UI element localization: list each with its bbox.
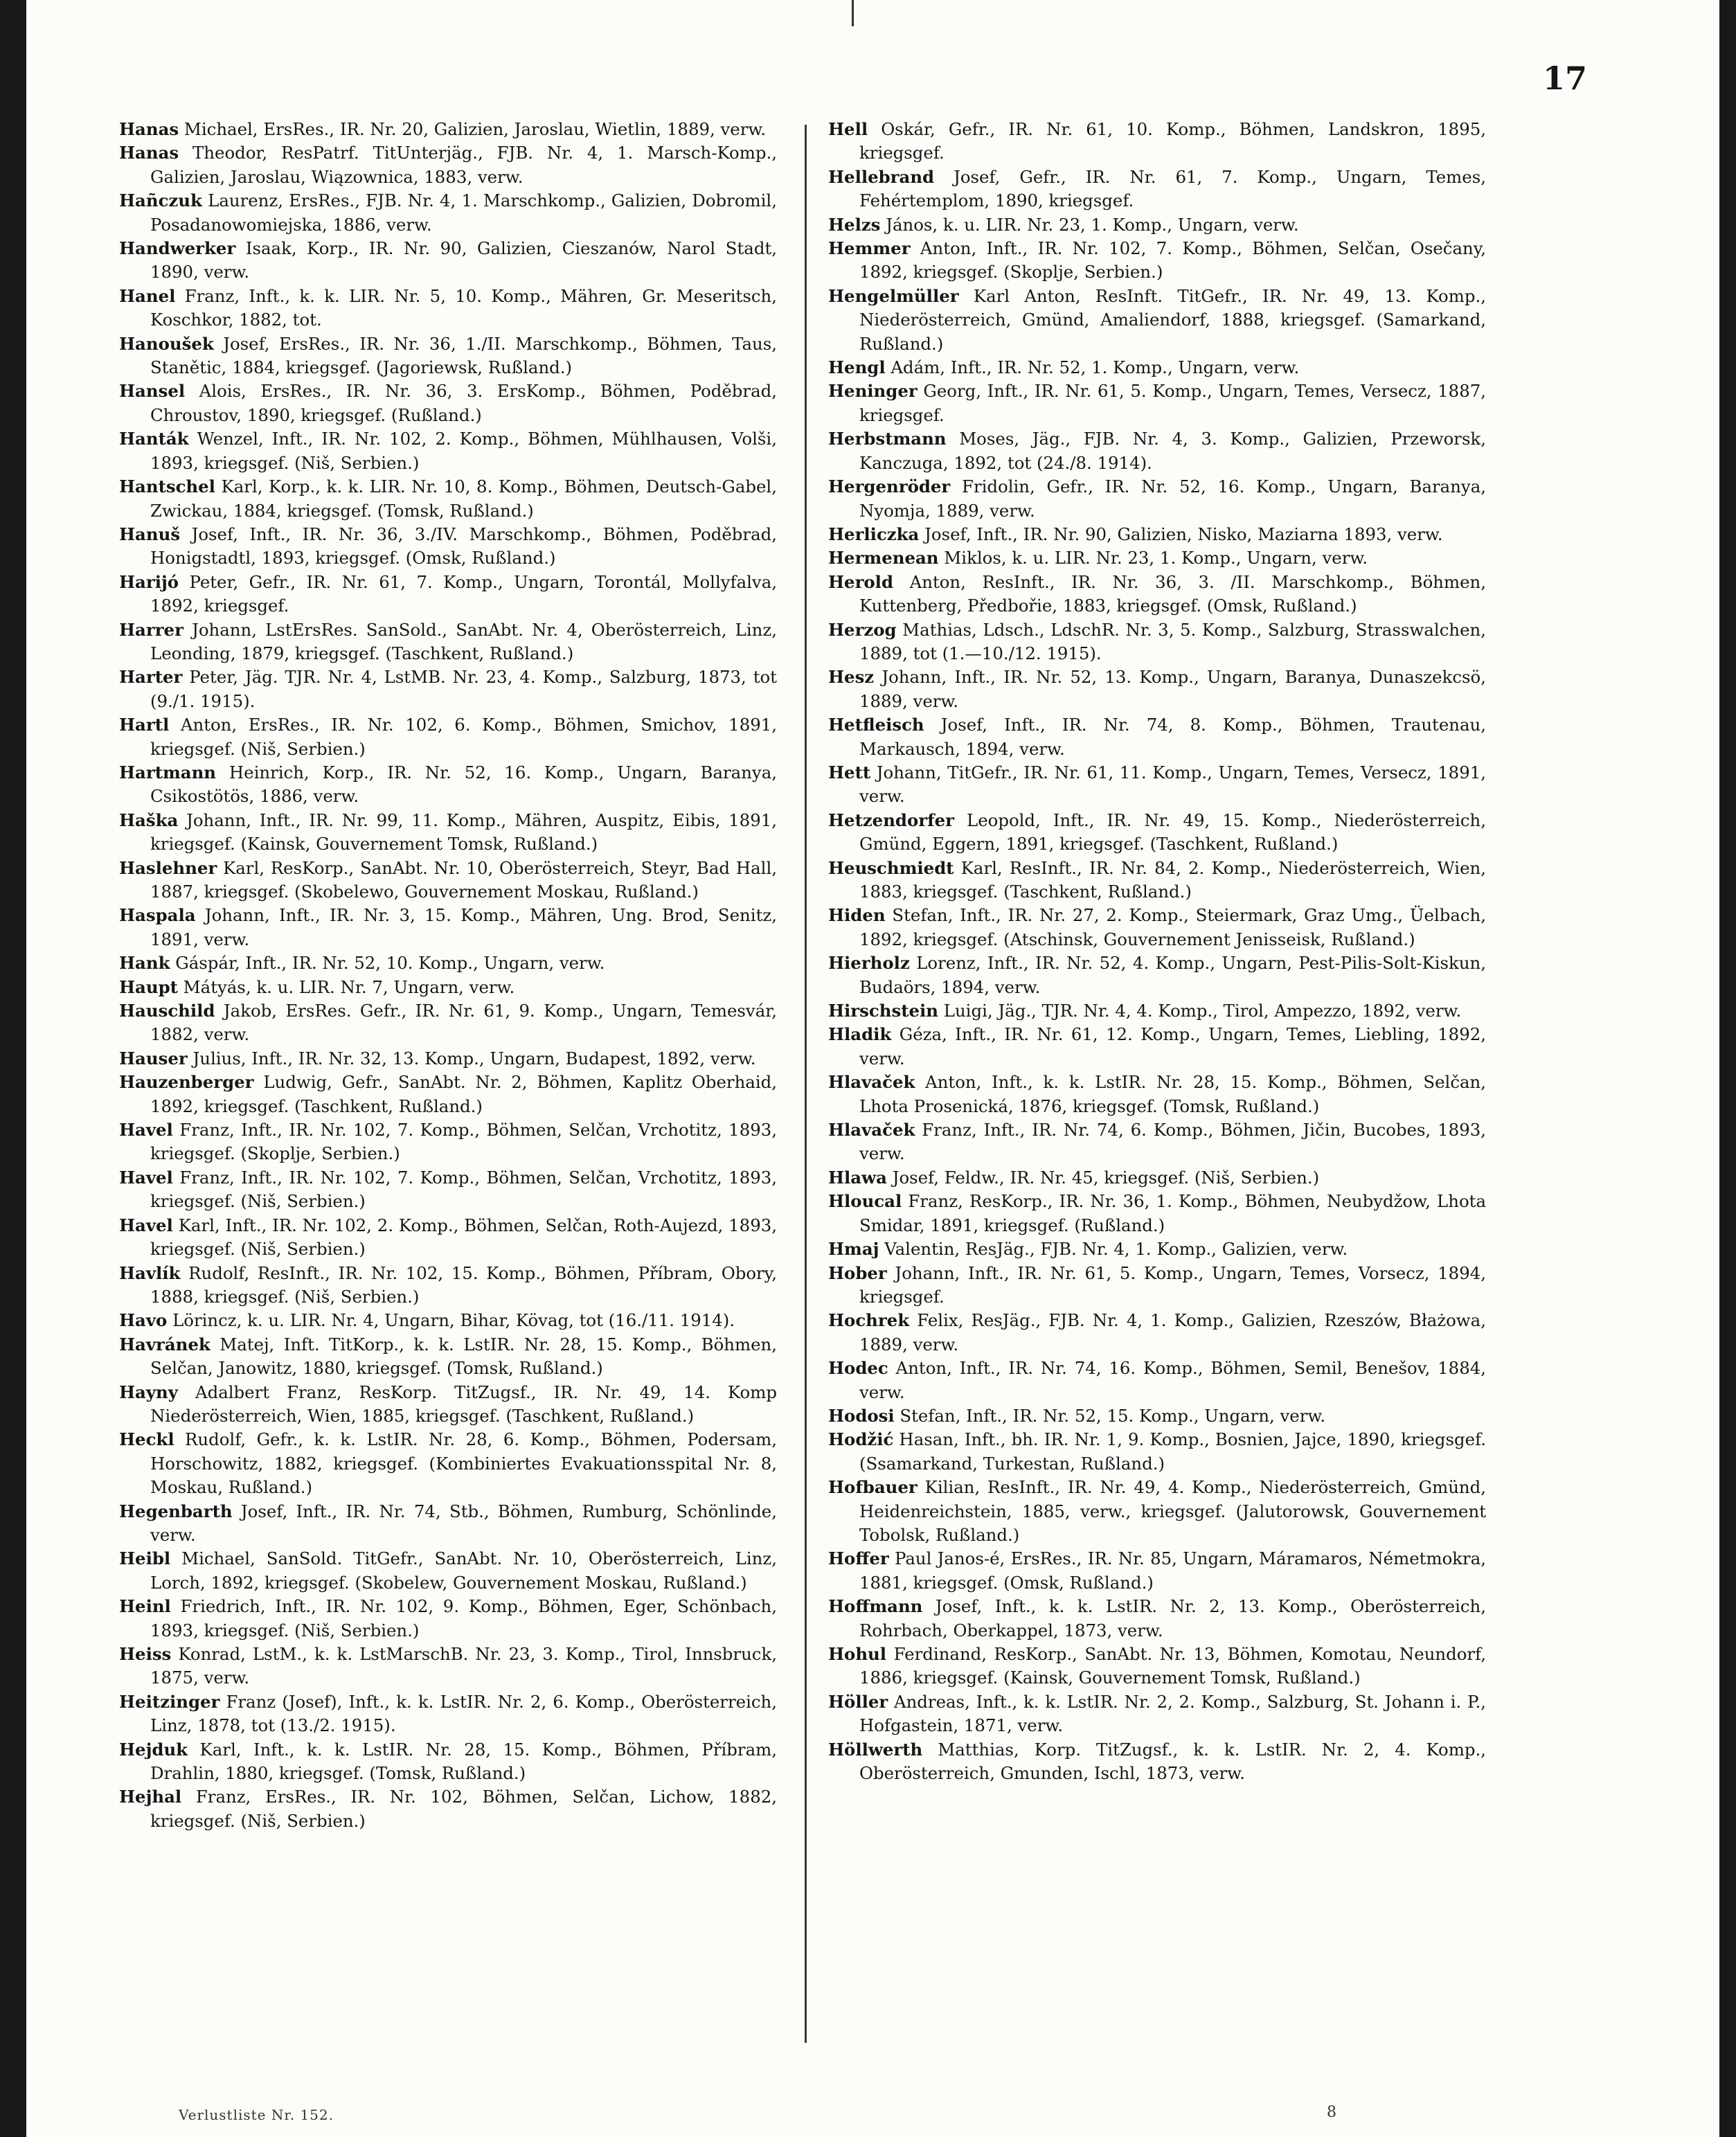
entry-details: Lörincz, k. u. LIR. Nr. 4, Ungarn, Bihar, Kövag, tot (16./11. 1914).	[172, 1310, 735, 1331]
entry-details: Lorenz, Inft., IR. Nr. 52, 4. Komp., Ungarn, Pest-Pilis-Solt-Kiskun, Budaörs, 1894, verw.	[859, 953, 1486, 997]
entry-surname: Harijó	[119, 571, 179, 592]
list-entry	[119, 1785, 777, 1833]
entry-details: Georg, Inft., IR. Nr. 61, 5. Komp., Ungarn, Temes, Versecz, 1887, kriegsgef.	[859, 381, 1486, 425]
entry-details: Peter, Gefr., IR. Nr. 61, 7. Komp., Ungarn, Torontál, Mollyfalva, 1892, kriegsgef.	[150, 571, 777, 616]
entry-surname: Harrer	[119, 619, 184, 640]
entry-surname: Hanel	[119, 285, 176, 306]
entry-details: Andreas, Inft., k. k. LstIR. Nr. 2, 2. Komp., Salzburg, St. Johann i. P., Hofgastein, 1871, verw.	[859, 1691, 1486, 1736]
scan-top-mark	[852, 0, 854, 26]
entry-surname: Hengelmüller	[828, 285, 959, 306]
list-entry	[828, 713, 1486, 761]
entry-details: Stefan, Inft., IR. Nr. 52, 15. Komp., Ungarn, verw.	[900, 1405, 1326, 1426]
entry-details: Anton, Inft., IR. Nr. 102, 7. Komp., Böhmen, Selčan, Osečany, 1892, kriegsgef. (Skoplje, Serbien.)	[859, 238, 1486, 283]
list-entry	[119, 1214, 777, 1262]
list-entry	[828, 1428, 1486, 1476]
entry-details: Luigi, Jäg., TJR. Nr. 4, 4. Komp., Tirol, Ampezzo, 1892, verw.	[943, 1001, 1462, 1021]
footer-issue: Verlustliste Nr. 152.	[179, 2107, 334, 2123]
list-entry	[828, 427, 1486, 475]
entry-surname: Höller	[828, 1691, 888, 1712]
entry-surname: Hergenröder	[828, 476, 951, 497]
list-entry	[828, 1309, 1486, 1357]
entry-details: Johann, Inft., IR. Nr. 3, 15. Komp., Mähren, Ung. Brod, Senitz, 1891, verw.	[150, 905, 777, 949]
entry-details: Fridolin, Gefr., IR. Nr. 52, 16. Komp., Ungarn, Baranya, Nyomja, 1889, verw.	[859, 476, 1486, 521]
entry-surname: Hladik	[828, 1024, 892, 1045]
list-entry	[119, 427, 777, 475]
list-entry	[119, 1643, 777, 1690]
entry-details: Rudolf, ResInft., IR. Nr. 102, 15. Komp., Böhmen, Příbram, Obory, 1888, kriegsgef. (Niš, Serbien.)	[150, 1262, 777, 1307]
entry-details: Leopold, Inft., IR. Nr. 49, 15. Komp., Niederösterreich, Gmünd, Eggern, 1891, kriegsgef. (Taschkent, Rußland.)	[859, 810, 1486, 855]
list-entry	[828, 118, 1486, 166]
entry-surname: Heckl	[119, 1429, 175, 1450]
entry-details: Johann, Inft., IR. Nr. 99, 11. Komp., Mähren, Auspitz, Eibis, 1891, kriegsgef. (Kainsk, Gouvernement Tomsk, Rußland.)	[150, 810, 777, 855]
entry-surname: Hanas	[119, 119, 179, 139]
list-entry	[828, 213, 1486, 237]
entry-details: Matej, Inft. TitKorp., k. k. LstIR. Nr. 28, 15. Komp., Böhmen, Selčan, Janowitz, 1880, kriegsgef. (Tomsk, Rußland.)	[150, 1334, 777, 1379]
entry-surname: Herold	[828, 571, 894, 592]
entry-details: Ludwig, Gefr., SanAbt. Nr. 2, Böhmen, Kaplitz Oberhaid, 1892, kriegsgef. (Taschkent, Rußland.)	[150, 1072, 777, 1116]
entry-details: Mátyás, k. u. LIR. Nr. 7, Ungarn, verw.	[183, 976, 515, 997]
list-entry	[828, 1643, 1486, 1690]
list-entry	[119, 1166, 777, 1214]
list-entry	[828, 857, 1486, 904]
entry-details: Franz, Inft., IR. Nr. 74, 6. Komp., Böhmen, Jičin, Bucobes, 1893, verw.	[859, 1120, 1486, 1164]
entry-details: Kilian, ResInft., IR. Nr. 49, 4. Komp., Niederösterreich, Gmünd, Heidenreichstein, 1885, verw., kriegsgef. (Jalutorowsk, Gouvernement Tobolsk, Rußland.)	[859, 1477, 1486, 1545]
list-entry	[119, 1262, 777, 1309]
entry-details: Josef, Inft., k. k. LstIR. Nr. 2, 13. Komp., Oberösterreich, Rohrbach, Oberkappel, 1873, verw.	[859, 1596, 1486, 1640]
entry-details: Konrad, LstM., k. k. LstMarschB. Nr. 23, 3. Komp., Tirol, Innsbruck, 1875, verw.	[150, 1644, 777, 1688]
list-entry	[119, 951, 777, 975]
entry-surname: Hanuš	[119, 524, 181, 544]
list-entry	[828, 1595, 1486, 1643]
entry-surname: Herbstmann	[828, 429, 947, 449]
entry-surname: Hantschel	[119, 476, 215, 497]
list-entry	[119, 189, 777, 237]
list-entry	[119, 1333, 777, 1381]
entry-details: Karl, Korp., k. k. LIR. Nr. 10, 8. Komp., Böhmen, Deutsch-Gabel, Zwickau, 1884, kriegsgef. (Tomsk, Rußland.)	[150, 476, 777, 521]
entry-details: Miklos, k. u. LIR. Nr. 23, 1. Komp., Ungarn, verw.	[944, 548, 1368, 569]
entry-surname: Hauschild	[119, 1001, 215, 1021]
entry-surname: Hauser	[119, 1048, 188, 1068]
entry-details: Karl, ResInft., IR. Nr. 84, 2. Komp., Niederösterreich, Wien, 1883, kriegsgef. (Taschkent, Rußland.)	[859, 857, 1486, 902]
entry-surname: Hlawa	[828, 1167, 887, 1188]
entry-details: Matthias, Korp. TitZugsf., k. k. LstIR. Nr. 2, 4. Komp., Oberösterreich, Gmunden, Ischl, 1873, verw.	[859, 1739, 1486, 1784]
entry-details: Franz, ResKorp., IR. Nr. 36, 1. Komp., Böhmen, Neubydžow, Lhota Smidar, 1891, kriegsgef. (Rußland.)	[859, 1191, 1486, 1235]
footer-signature-mark: 8	[1327, 2104, 1336, 2121]
entry-surname: Hemmer	[828, 238, 911, 259]
list-entry	[828, 618, 1486, 666]
list-entry	[828, 1023, 1486, 1071]
list-entry	[828, 1118, 1486, 1166]
list-entry	[828, 951, 1486, 999]
entry-details: Hasan, Inft., bh. IR. Nr. 1, 9. Komp., Bosnien, Jajce, 1890, kriegsgef. (Ssamarkand, Turkestan, Rußland.)	[859, 1429, 1486, 1474]
entry-surname: Helzs	[828, 214, 881, 235]
list-entry	[828, 665, 1486, 713]
entry-surname: Hirschstein	[828, 1001, 938, 1021]
entry-details: Peter, Jäg. TJR. Nr. 4, LstMB. Nr. 23, 4. Komp., Salzburg, 1873, tot (9./1. 1915).	[150, 667, 777, 711]
entry-surname: Heibl	[119, 1548, 171, 1569]
list-entry	[828, 761, 1486, 809]
entry-surname: Havel	[119, 1215, 173, 1235]
entry-details: Josef, Inft., IR. Nr. 90, Galizien, Nisko, Maziarna 1893, verw.	[924, 524, 1443, 544]
entry-details: Isaak, Korp., IR. Nr. 90, Galizien, Cieszanów, Narol Stadt, 1890, verw.	[150, 238, 777, 283]
list-entry	[828, 379, 1486, 427]
entry-surname: Hmaj	[828, 1239, 879, 1260]
entry-surname: Havránek	[119, 1334, 211, 1354]
entry-surname: Hochrek	[828, 1310, 910, 1331]
entry-details: Anton, ErsRes., IR. Nr. 102, 6. Komp., Böhmen, Smichov, 1891, kriegsgef. (Niš, Serbien.)	[150, 715, 777, 759]
entry-details: Stefan, Inft., IR. Nr. 27, 2. Komp., Steiermark, Graz Umg., Üelbach, 1892, kriegsgef. (Atschinsk, Gouvernement Jenisseisk, Rußland.)	[859, 905, 1486, 949]
scan-right-edge	[1719, 0, 1736, 2137]
list-entry	[828, 285, 1486, 356]
right-column	[828, 118, 1486, 1785]
entry-details: Heinrich, Korp., IR. Nr. 52, 16. Komp., Ungarn, Baranya, Csikostötös, 1886, verw.	[150, 762, 777, 807]
entry-surname: Harter	[119, 667, 183, 688]
entry-details: Rudolf, Gefr., k. k. LstIR. Nr. 28, 6. Komp., Böhmen, Podersam, Horschowitz, 1882, kriegsgef. (Kombiniertes Evakuationsspital Nr. 8, Moskau, Rußland.)	[150, 1429, 777, 1498]
entry-surname: Hermenean	[828, 548, 939, 569]
list-entry	[119, 118, 777, 141]
entry-surname: Handwerker	[119, 238, 236, 259]
entry-surname: Hlavaček	[828, 1120, 915, 1141]
entry-details: Anton, ResInft., IR. Nr. 36, 3. /II. Marschkomp., Böhmen, Kuttenberg, Předbořie, 1883, kriegsgef. (Omsk, Rußland.)	[859, 571, 1486, 616]
entry-details: Josef, Inft., IR. Nr. 36, 3./IV. Marschkomp., Böhmen, Poděbrad, Honigstadtl, 1893, kriegsgef. (Omsk, Rußland.)	[150, 524, 777, 569]
entry-surname: Hanas	[119, 143, 179, 163]
entry-surname: Hesz	[828, 667, 875, 688]
entry-details: Gáspár, Inft., IR. Nr. 52, 10. Komp., Ungarn, verw.	[175, 953, 605, 974]
list-entry	[828, 809, 1486, 857]
list-entry	[828, 904, 1486, 951]
list-entry	[828, 1166, 1486, 1190]
list-entry	[119, 332, 777, 380]
entry-details: Franz, Inft., IR. Nr. 102, 7. Komp., Böhmen, Selčan, Vrchotitz, 1893, kriegsgef. (Niš, Serbien.)	[150, 1167, 777, 1212]
entry-surname: Heninger	[828, 381, 918, 402]
entry-details: Josef, Inft., IR. Nr. 74, 8. Komp., Böhmen, Trautenau, Markausch, 1894, verw.	[859, 715, 1486, 759]
entry-surname: Hengl	[828, 357, 886, 378]
entry-details: Géza, Inft., IR. Nr. 61, 12. Komp., Ungarn, Temes, Liebling, 1892, verw.	[859, 1024, 1486, 1068]
list-entry	[119, 761, 777, 809]
entry-surname: Hiden	[828, 905, 886, 926]
entry-details: Franz (Josef), Inft., k. k. LstIR. Nr. 2, 6. Komp., Oberösterreich, Linz, 1878, tot (13./2. 1915).	[150, 1691, 777, 1736]
entry-details: Karl, Inft., k. k. LstIR. Nr. 28, 15. Komp., Böhmen, Příbram, Drahlin, 1880, kriegsgef. (Tomsk, Rußland.)	[150, 1739, 777, 1784]
list-entry	[119, 904, 777, 951]
entry-details: Josef, Feldw., IR. Nr. 45, kriegsgef. (Niš, Serbien.)	[892, 1167, 1320, 1188]
list-entry	[828, 1690, 1486, 1738]
scan-left-edge	[0, 0, 26, 2137]
list-entry	[119, 976, 777, 999]
list-entry	[828, 475, 1486, 523]
entry-details: Karl Anton, ResInft. TitGefr., IR. Nr. 49, 13. Komp., Niederösterreich, Gmünd, Amaliendorf, 1888, kriegsgef. (Samarkand, Rußland.)	[859, 285, 1486, 354]
entry-details: Michael, SanSold. TitGefr., SanAbt. Nr. 10, Oberösterreich, Linz, Lorch, 1892, kriegsgef. (Skobelew, Gouvernement Moskau, Rußland.)	[150, 1548, 777, 1593]
list-entry	[119, 1547, 777, 1595]
entry-surname: Hank	[119, 953, 170, 974]
entry-details: Friedrich, Inft., IR. Nr. 102, 9. Komp., Böhmen, Eger, Schönbach, 1893, kriegsgef. (Niš, Serbien.)	[150, 1596, 777, 1640]
entry-details: Josef, Inft., IR. Nr. 74, Stb., Böhmen, Rumburg, Schönlinde, verw.	[150, 1501, 777, 1545]
entry-details: Josef, Gefr., IR. Nr. 61, 7. Komp., Ungarn, Temes, Fehértemplom, 1890, kriegsgef.	[859, 166, 1486, 211]
list-entry	[119, 285, 777, 332]
entry-details: Felix, ResJäg., FJB. Nr. 4, 1. Komp., Galizien, Rzeszów, Błażowa, 1889, verw.	[859, 1310, 1486, 1354]
list-entry	[828, 1357, 1486, 1404]
entry-surname: Heiss	[119, 1644, 172, 1664]
list-entry	[119, 237, 777, 285]
list-entry	[828, 1476, 1486, 1547]
entry-surname: Heitzinger	[119, 1691, 220, 1712]
entry-details: János, k. u. LIR. Nr. 23, 1. Komp., Ungarn, verw.	[886, 214, 1299, 235]
entry-surname: Herzog	[828, 619, 897, 640]
entry-details: Valentin, ResJäg., FJB. Nr. 4, 1. Komp., Galizien, verw.	[884, 1239, 1348, 1260]
entry-details: Johann, Inft., IR. Nr. 52, 13. Komp., Ungarn, Baranya, Dunaszekcsö, 1889, verw.	[859, 667, 1486, 711]
entry-details: Wenzel, Inft., IR. Nr. 102, 2. Komp., Böhmen, Mühlhausen, Volši, 1893, kriegsgef. (Niš, Serbien.)	[150, 429, 777, 473]
list-entry	[119, 523, 777, 571]
entry-surname: Hanták	[119, 429, 189, 449]
entry-surname: Hell	[828, 119, 868, 139]
entry-surname: Hober	[828, 1262, 887, 1283]
entry-surname: Hanoušek	[119, 333, 214, 354]
list-entry	[119, 1500, 777, 1548]
entry-details: Adám, Inft., IR. Nr. 52, 1. Komp., Ungarn, verw.	[891, 357, 1300, 378]
list-entry	[119, 665, 777, 713]
list-entry	[828, 1404, 1486, 1428]
entry-surname: Hoffer	[828, 1548, 889, 1569]
entry-details: Franz, Inft., IR. Nr. 102, 7. Komp., Böhmen, Selčan, Vrchotitz, 1893, kriegsgef. (Skoplje, Serbien.)	[150, 1120, 777, 1164]
entry-surname: Hartl	[119, 715, 170, 735]
entry-surname: Haslehner	[119, 857, 217, 878]
column-divider	[805, 125, 807, 2043]
list-entry	[828, 1547, 1486, 1595]
entry-surname: Havel	[119, 1120, 173, 1141]
list-entry	[828, 571, 1486, 618]
entry-details: Julius, Inft., IR. Nr. 32, 13. Komp., Ungarn, Budapest, 1892, verw.	[193, 1048, 756, 1068]
entry-details: Alois, ErsRes., IR. Nr. 36, 3. ErsKomp., Böhmen, Poděbrad, Chroustov, 1890, kriegsgef. (Rußland.)	[150, 381, 777, 425]
left-column	[119, 118, 777, 1833]
entry-surname: Hejduk	[119, 1739, 188, 1760]
entry-surname: Hlavaček	[828, 1072, 915, 1093]
list-entry	[119, 571, 777, 618]
entry-surname: Hellebrand	[828, 166, 935, 187]
list-entry	[828, 1237, 1486, 1261]
entry-surname: Hauzenberger	[119, 1072, 254, 1093]
entry-surname: Herliczka	[828, 524, 920, 544]
entry-surname: Hansel	[119, 381, 186, 402]
entry-surname: Hoffmann	[828, 1596, 923, 1617]
list-entry	[119, 618, 777, 666]
list-entry	[119, 1690, 777, 1738]
entry-surname: Havlík	[119, 1262, 181, 1283]
list-entry	[119, 1738, 777, 1786]
list-entry	[828, 237, 1486, 285]
entry-surname: Hodosi	[828, 1405, 895, 1426]
entry-details: Franz, ErsRes., IR. Nr. 102, Böhmen, Selčan, Lichow, 1882, kriegsgef. (Niš, Serbien.)	[150, 1787, 777, 1831]
entry-surname: Höllwerth	[828, 1739, 923, 1760]
list-entry	[119, 1118, 777, 1166]
list-entry	[828, 1071, 1486, 1118]
list-entry	[119, 1309, 777, 1332]
page-number: 17	[1542, 60, 1587, 97]
entry-details: Johann, Inft., IR. Nr. 61, 5. Komp., Ungarn, Temes, Vorsecz, 1894, kriegsgef.	[859, 1262, 1486, 1307]
entry-surname: Hayny	[119, 1382, 178, 1402]
entry-details: Adalbert Franz, ResKorp. TitZugsf., IR. Nr. 49, 14. Komp Niederösterreich, Wien, 1885, kriegsgef. (Taschkent, Rußland.)	[150, 1382, 777, 1426]
list-entry	[828, 166, 1486, 213]
entry-details: Moses, Jäg., FJB. Nr. 4, 3. Komp., Galizien, Przeworsk, Kanczuga, 1892, tot (24./8. 1914).	[859, 429, 1486, 473]
list-entry	[119, 1595, 777, 1643]
list-entry	[119, 1428, 777, 1499]
list-entry	[119, 475, 777, 523]
entry-details: Anton, Inft., k. k. LstIR. Nr. 28, 15. Komp., Böhmen, Selčan, Lhota Prosenická, 1876, kriegsgef. (Tomsk, Rußland.)	[859, 1072, 1486, 1116]
entry-surname: Hetzendorfer	[828, 810, 954, 830]
entry-details: Mathias, Ldsch., LdschR. Nr. 3, 5. Komp., Salzburg, Strasswalchen, 1889, tot (1.—10./12. 1915).	[859, 619, 1486, 663]
list-entry	[828, 1738, 1486, 1786]
list-entry	[119, 141, 777, 189]
entry-surname: Haupt	[119, 976, 178, 997]
entry-surname: Heuschmiedt	[828, 857, 954, 878]
list-entry	[828, 546, 1486, 570]
entry-surname: Hohul	[828, 1644, 887, 1664]
entry-details: Johann, LstErsRes. SanSold., SanAbt. Nr. 4, Oberösterreich, Linz, Leonding, 1879, kriegsgef. (Taschkent, Rußland.)	[150, 619, 777, 663]
entry-surname: Haška	[119, 810, 179, 830]
list-entry	[119, 809, 777, 857]
entry-details: Karl, Inft., IR. Nr. 102, 2. Komp., Böhmen, Selčan, Roth-Aujezd, 1893, kriegsgef. (Niš, Serbien.)	[150, 1215, 777, 1260]
entry-details: Laurenz, ErsRes., FJB. Nr. 4, 1. Marschkomp., Galizien, Dobromil, Posadanowomiejska, 1886, verw.	[150, 190, 777, 235]
list-entry	[119, 857, 777, 904]
entry-details: Johann, TitGefr., IR. Nr. 61, 11. Komp., Ungarn, Temes, Versecz, 1891, verw.	[859, 762, 1486, 807]
entry-details: Michael, ErsRes., IR. Nr. 20, Galizien, Jaroslau, Wietlin, 1889, verw.	[184, 119, 767, 139]
list-entry	[828, 523, 1486, 546]
entry-details: Paul Janos-é, ErsRes., IR. Nr. 85, Ungarn, Máramaros, Németmokra, 1881, kriegsgef. (Omsk, Rußland.)	[859, 1548, 1486, 1593]
entry-details: Karl, ResKorp., SanAbt. Nr. 10, Oberösterreich, Steyr, Bad Hall, 1887, kriegsgef. (Skobelewo, Gouvernement Moskau, Rußland.)	[150, 857, 777, 902]
entry-surname: Hetfleisch	[828, 715, 924, 735]
entry-surname: Hodec	[828, 1358, 888, 1379]
entry-surname: Hloucal	[828, 1191, 902, 1212]
entry-details: Jakob, ErsRes. Gefr., IR. Nr. 61, 9. Komp., Ungarn, Temesvár, 1882, verw.	[150, 1001, 777, 1045]
list-entry	[119, 1071, 777, 1118]
entry-surname: Havel	[119, 1167, 173, 1188]
entry-surname: Hodžić	[828, 1429, 894, 1450]
entry-details: Oskár, Gefr., IR. Nr. 61, 10. Komp., Böhmen, Landskron, 1895, kriegsgef.	[859, 119, 1486, 163]
entry-surname: Heinl	[119, 1596, 171, 1617]
list-entry	[828, 356, 1486, 379]
list-entry	[828, 999, 1486, 1023]
entry-details: Anton, Inft., IR. Nr. 74, 16. Komp., Böhmen, Semil, Benešov, 1884, verw.	[859, 1358, 1486, 1402]
list-entry	[828, 1190, 1486, 1237]
entry-surname: Hegenbarth	[119, 1501, 233, 1521]
entry-surname: Havo	[119, 1310, 168, 1331]
entry-details: Ferdinand, ResKorp., SanAbt. Nr. 13, Böhmen, Komotau, Neundorf, 1886, kriegsgef. (Kainsk, Gouvernement Tomsk, Rußland.)	[859, 1644, 1486, 1688]
list-entry	[119, 379, 777, 427]
list-entry	[119, 1047, 777, 1071]
entry-surname: Hañczuk	[119, 190, 202, 211]
list-entry	[119, 999, 777, 1047]
entry-surname: Haspala	[119, 905, 196, 926]
list-entry	[119, 1381, 777, 1429]
entry-surname: Hett	[828, 762, 871, 783]
entry-surname: Hofbauer	[828, 1477, 918, 1498]
list-entry	[119, 713, 777, 761]
list-entry	[828, 1262, 1486, 1309]
entry-details: Josef, ErsRes., IR. Nr. 36, 1./II. Marschkomp., Böhmen, Taus, Stanětic, 1884, kriegsgef. (Jagoriewsk, Rußland.)	[150, 333, 777, 378]
entry-details: Franz, Inft., k. k. LIR. Nr. 5, 10. Komp., Mähren, Gr. Meseritsch, Koschkor, 1882, tot.	[150, 285, 777, 330]
entry-surname: Hierholz	[828, 953, 910, 974]
entry-surname: Hejhal	[119, 1787, 182, 1807]
entry-surname: Hartmann	[119, 762, 217, 783]
entry-details: Theodor, ResPatrf. TitUnterjäg., FJB. Nr. 4, 1. Marsch-Komp., Galizien, Jaroslau, Wiązownica, 1883, verw.	[150, 143, 777, 187]
